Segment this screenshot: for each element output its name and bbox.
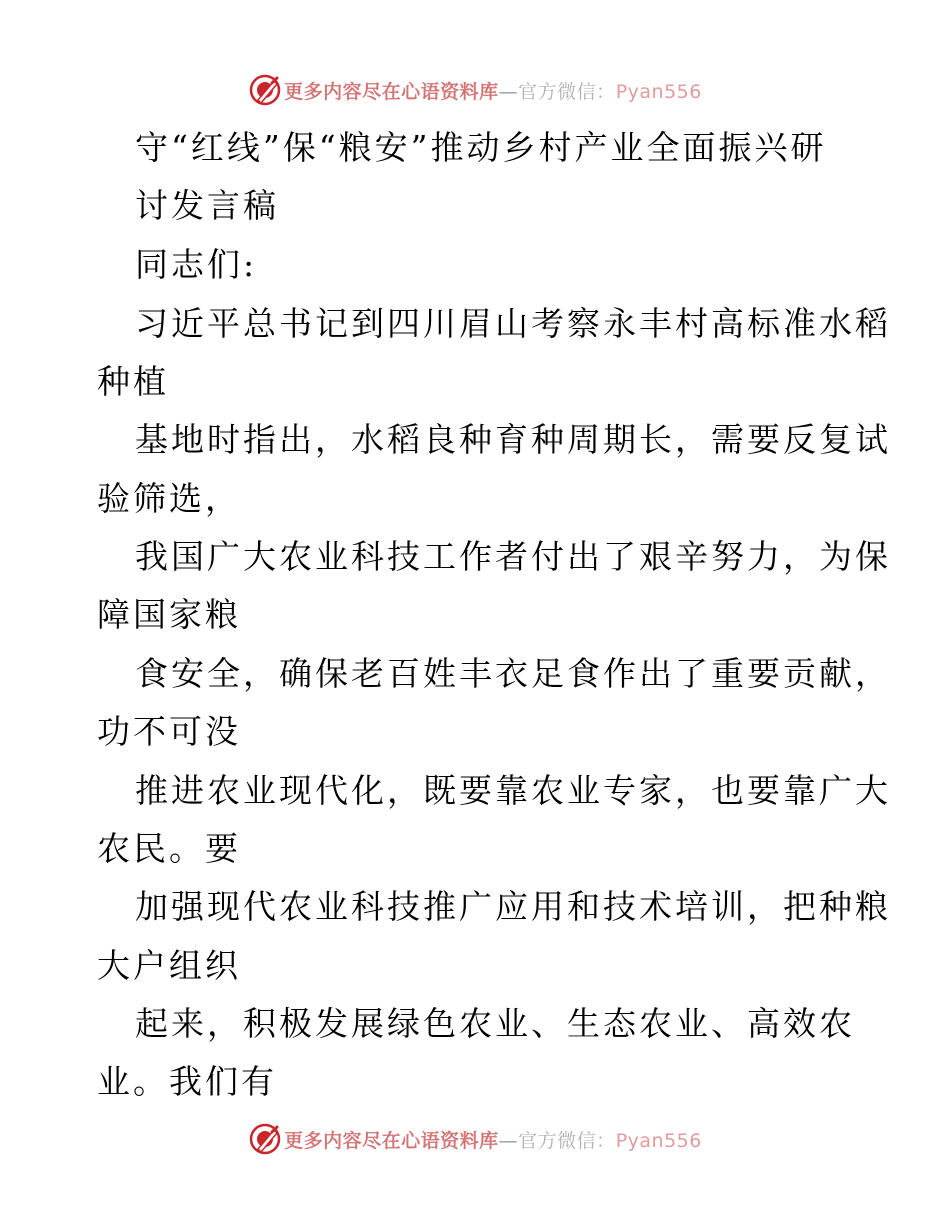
salutation: 同志们: — [135, 245, 258, 284]
paragraph-line: 基地时指出，水稻良种育种周期长，需要反复试 — [135, 420, 891, 459]
paragraph-line: 加强现代农业科技推广应用和技术培训，把种粮 — [135, 887, 891, 926]
paragraph-line: 业。我们有 — [97, 1062, 277, 1101]
pen-logo-icon — [248, 1122, 282, 1156]
header-watermark — [0, 70, 950, 110]
paragraph-line: 验筛选， — [97, 479, 241, 518]
paragraph-line: 我国广大农业科技工作者付出了艰辛努力，为保 — [135, 537, 891, 576]
paragraph-line: 农民。要 — [97, 829, 241, 868]
paragraph-line: 食安全，确保老百姓丰衣足食作出了重要贡献， — [135, 654, 891, 693]
footer-watermark — [0, 1119, 950, 1159]
paragraph-line: 大户组织 — [97, 946, 241, 985]
watermark-dash: — — [498, 80, 519, 103]
watermark-main-text: 更多内容尽在心语资料库 — [284, 1129, 499, 1152]
watermark-sub-text: 官方微信： — [518, 80, 616, 103]
paragraph-line: 功不可没 — [97, 712, 241, 751]
watermark-id: Pyan556 — [615, 80, 702, 103]
paragraph-line: 障国家粮 — [97, 595, 241, 634]
title-line-2: 讨发言稿 — [135, 186, 279, 225]
paragraph-line: 起来，积极发展绿色农业、生态农业、高效农 — [135, 1004, 855, 1043]
title-line-1: 守“红线”保“粮安”推动乡村产业全面振兴研 — [135, 128, 827, 167]
watermark-dash: — — [498, 1129, 519, 1152]
paragraph-line: 推进农业现代化，既要靠农业专家，也要靠广大 — [135, 771, 891, 810]
paragraph-line: 种植 — [97, 362, 169, 401]
pen-logo-icon — [248, 73, 282, 107]
paragraph-line: 习近平总书记到四川眉山考察永丰村高标准水稻 — [135, 304, 891, 343]
watermark-sub-text: 官方微信： — [518, 1129, 616, 1152]
watermark-id: Pyan556 — [615, 1129, 702, 1152]
watermark-main-text: 更多内容尽在心语资料库 — [284, 80, 499, 103]
